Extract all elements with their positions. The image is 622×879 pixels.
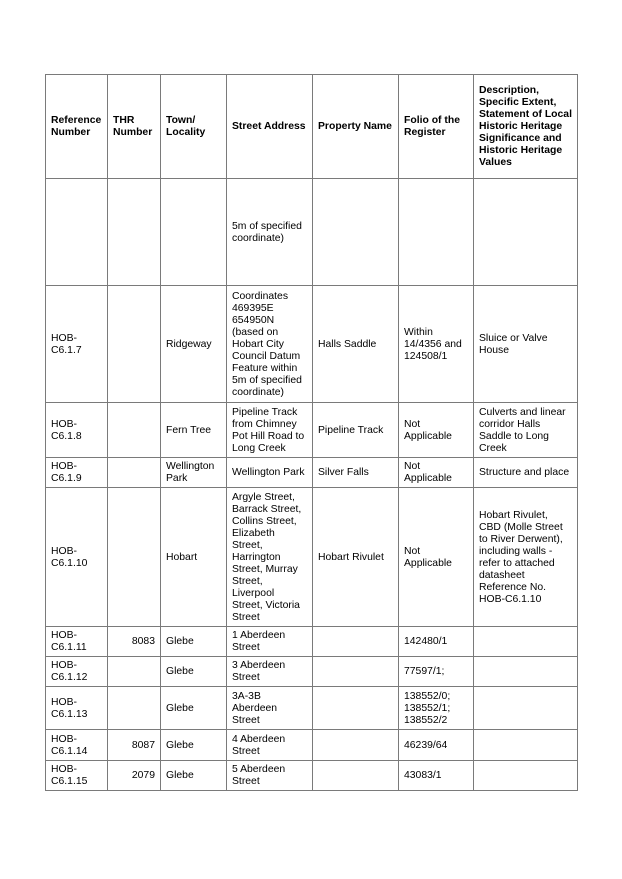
street-cell: 5 Aberdeen Street: [227, 761, 313, 791]
folio-cell: 142480/1: [399, 627, 474, 657]
town-cell: Glebe: [161, 657, 227, 687]
folio-cell: Not Applicable: [399, 458, 474, 488]
folio-cell: Within 14/4356 and 124508/1: [399, 286, 474, 403]
reference-cell: [46, 179, 108, 286]
description-cell: Hobart Rivulet, CBD (Molle Street to River Derwent), including walls - refer to attached datasheet Reference No. HOB-C6.1.10: [474, 488, 578, 627]
header-street-address: Street Address: [227, 75, 313, 179]
description-cell: Culverts and linear corridor Halls Saddle to Long Creek: [474, 403, 578, 458]
property-cell: Pipeline Track: [313, 403, 399, 458]
street-cell: 1 Aberdeen Street: [227, 627, 313, 657]
reference-cell: HOB-C6.1.14: [46, 730, 108, 761]
header-town-locality: Town/ Locality: [161, 75, 227, 179]
thr-cell: [108, 458, 161, 488]
folio-cell: 43083/1: [399, 761, 474, 791]
thr-cell: [108, 179, 161, 286]
thr-cell: [108, 286, 161, 403]
property-cell: [313, 761, 399, 791]
town-cell: Glebe: [161, 627, 227, 657]
reference-cell: HOB-C6.1.8: [46, 403, 108, 458]
heritage-register-table: [45, 74, 578, 791]
thr-cell: [108, 403, 161, 458]
reference-cell: HOB-C6.1.7: [46, 286, 108, 403]
thr-cell: 2079: [108, 761, 161, 791]
description-cell: Structure and place: [474, 458, 578, 488]
reference-cell: HOB-C6.1.13: [46, 687, 108, 730]
description-cell: [474, 657, 578, 687]
town-cell: Wellington Park: [161, 458, 227, 488]
street-cell: Coordinates 469395E 654950N (based on Hobart City Council Datum Feature within 5m of specified coordinate): [227, 286, 313, 403]
header-reference-number: Reference Number: [46, 75, 108, 179]
town-cell: [161, 179, 227, 286]
reference-cell: HOB-C6.1.9: [46, 458, 108, 488]
thr-cell: [108, 657, 161, 687]
street-cell: Pipeline Track from Chimney Pot Hill Road to Long Creek: [227, 403, 313, 458]
table-row: [46, 458, 578, 488]
property-cell: Hobart Rivulet: [313, 488, 399, 627]
table-row: [46, 687, 578, 730]
table-row: [46, 403, 578, 458]
reference-cell: HOB-C6.1.15: [46, 761, 108, 791]
thr-cell: [108, 488, 161, 627]
folio-cell: 138552/0; 138552/1; 138552/2: [399, 687, 474, 730]
street-cell: 5m of specified coordinate): [227, 179, 313, 286]
folio-cell: 77597/1;: [399, 657, 474, 687]
reference-cell: HOB-C6.1.10: [46, 488, 108, 627]
description-cell: [474, 730, 578, 761]
street-cell: Argyle Street, Barrack Street, Collins Street, Elizabeth Street, Harrington Street, Murray Street, Liverpool Street, Victoria Street: [227, 488, 313, 627]
street-cell: 3 Aberdeen Street: [227, 657, 313, 687]
thr-cell: 8083: [108, 627, 161, 657]
description-cell: Sluice or Valve House: [474, 286, 578, 403]
property-cell: Silver Falls: [313, 458, 399, 488]
town-cell: Glebe: [161, 730, 227, 761]
town-cell: Fern Tree: [161, 403, 227, 458]
reference-cell: HOB-C6.1.12: [46, 657, 108, 687]
folio-cell: 46239/64: [399, 730, 474, 761]
table-row: [46, 488, 578, 627]
table-row: [46, 761, 578, 791]
street-cell: 4 Aberdeen Street: [227, 730, 313, 761]
header-thr-number: THR Number: [108, 75, 161, 179]
folio-cell: Not Applicable: [399, 403, 474, 458]
property-cell: [313, 687, 399, 730]
street-cell: 3A-3B Aberdeen Street: [227, 687, 313, 730]
property-cell: [313, 179, 399, 286]
thr-cell: 8087: [108, 730, 161, 761]
street-cell: Wellington Park: [227, 458, 313, 488]
header-property-name: Property Name: [313, 75, 399, 179]
property-cell: [313, 657, 399, 687]
table-row: [46, 730, 578, 761]
town-cell: Hobart: [161, 488, 227, 627]
thr-cell: [108, 687, 161, 730]
property-cell: [313, 730, 399, 761]
folio-cell: [399, 179, 474, 286]
description-cell: [474, 761, 578, 791]
town-cell: Ridgeway: [161, 286, 227, 403]
table-row: [46, 286, 578, 403]
table-row: [46, 627, 578, 657]
description-cell: [474, 179, 578, 286]
header-description: Description, Specific Extent, Statement of Local Historic Heritage Significance and Historic Heritage Values: [474, 75, 578, 179]
property-cell: Halls Saddle: [313, 286, 399, 403]
town-cell: Glebe: [161, 687, 227, 730]
description-cell: [474, 687, 578, 730]
table-row: [46, 657, 578, 687]
table-row: [46, 179, 578, 286]
header-folio: Folio of the Register: [399, 75, 474, 179]
town-cell: Glebe: [161, 761, 227, 791]
table-header-row: [46, 75, 578, 179]
description-cell: [474, 627, 578, 657]
property-cell: [313, 627, 399, 657]
reference-cell: HOB-C6.1.11: [46, 627, 108, 657]
folio-cell: Not Applicable: [399, 488, 474, 627]
